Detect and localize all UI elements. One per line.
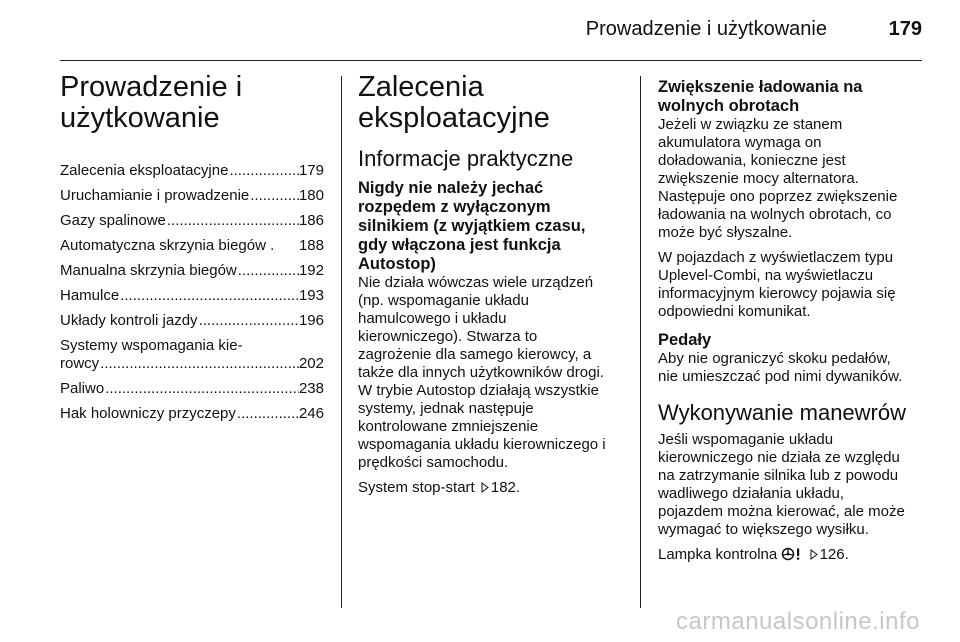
toc-entry[interactable]: Hak holowniczy przyczepy ..... 246: [60, 405, 324, 423]
maneuvering-section-title: Wykonywanie manewrów: [658, 400, 907, 425]
right-column: [658, 78, 924, 571]
body-paragraph: W pojazdach z wyświetlaczem typu Uplevel-Combi, na wyświetlaczu informacyjnym kierowcy pojawia się odpowiedni komunikat.: [658, 249, 896, 320]
body-paragraph: Jeśli wspomaganie układu kierowniczego nie działa ze względu na zatrzymanie silnika lub z powodu wadliwego działania układu, pojazdem można kierować, ale może wymagać to większego wysiłku.: [658, 431, 905, 538]
warning-heading: Nigdy nie należy jechać rozpędem z wyłączonym silnikiem (z wyjątkiem czasu, gdy włączona jest funkcja Autostop): [358, 179, 586, 273]
column-divider-left: [341, 76, 342, 608]
toc-entry[interactable]: Gazy spalinowe ..... 186: [60, 212, 324, 230]
idle-charging-heading: Zwiększenie ładowania na wolnych obrotach: [658, 78, 863, 115]
section-column: [358, 72, 624, 504]
section-title: Zalecenia eksploatacyjne: [358, 71, 550, 134]
body-paragraph: Aby nie ograniczyć skoku pedałów, nie umieszczać pod nimi dywaników.: [658, 350, 903, 385]
cross-reference[interactable]: System stop-start 182.: [358, 479, 521, 496]
page-number: 179: [888, 18, 922, 40]
table-of-contents: [60, 162, 324, 423]
running-header-title: Prowadzenie i użytkowanie: [585, 18, 827, 40]
toc-entry[interactable]: Paliwo ..... 238: [60, 380, 324, 398]
column-divider-right: [640, 76, 641, 608]
chapter-title: Prowadzenie i użytkowanie: [60, 71, 243, 134]
chapter-column: [60, 72, 324, 430]
steering-warning-lamp-icon: [781, 547, 803, 561]
toc-entry[interactable]: Systemy wspomagania kie- rowcy ..... 202: [60, 337, 324, 373]
subsection-title: Informacje praktyczne: [358, 146, 574, 171]
pedals-heading: Pedały: [658, 331, 712, 349]
toc-entry[interactable]: Uruchamianie i prowadzenie ..... 180: [60, 187, 324, 205]
toc-entry[interactable]: Układy kontroli jazdy ..... 196: [60, 312, 324, 330]
body-paragraph: Jeżeli w związku ze stanem akumulatora wymaga on doładowania, konieczne jest zwiększenie mocy alternatora. Następuje ono poprzez zwiększenie ładowania na wolnych obrotach, co może być słyszalne.: [658, 116, 898, 241]
watermark: carmanualsonline.info: [676, 608, 920, 635]
toc-entry[interactable]: Automatyczna skrzynia biegów . 188: [60, 237, 324, 254]
toc-entry[interactable]: Zalecenia eksploatacyjne ..... 179: [60, 162, 324, 180]
header-rule: [60, 60, 922, 61]
page-header: [60, 14, 922, 44]
page-reference-arrow-icon: [810, 549, 818, 560]
toc-entry[interactable]: Manualna skrzynia biegów ..... 192: [60, 262, 324, 280]
body-paragraph: Nie działa wówczas wiele urządzeń (np. wspomaganie układu hamulcowego i układu kierowniczego). Stwarza to zagrożenie dla samego kierowcy, a także dla innych użytkowników drogi. W trybie Autostop działają wszystkie systemy, jednak następuje kontrolowane zmniejszenie wspomagania układu kierowniczego i prędkości samochodu.: [358, 274, 606, 471]
page-reference-arrow-icon: [481, 482, 489, 493]
cross-reference[interactable]: Lampka kontrolna 126.: [658, 546, 849, 563]
toc-entry[interactable]: Hamulce ..... 193: [60, 287, 324, 305]
